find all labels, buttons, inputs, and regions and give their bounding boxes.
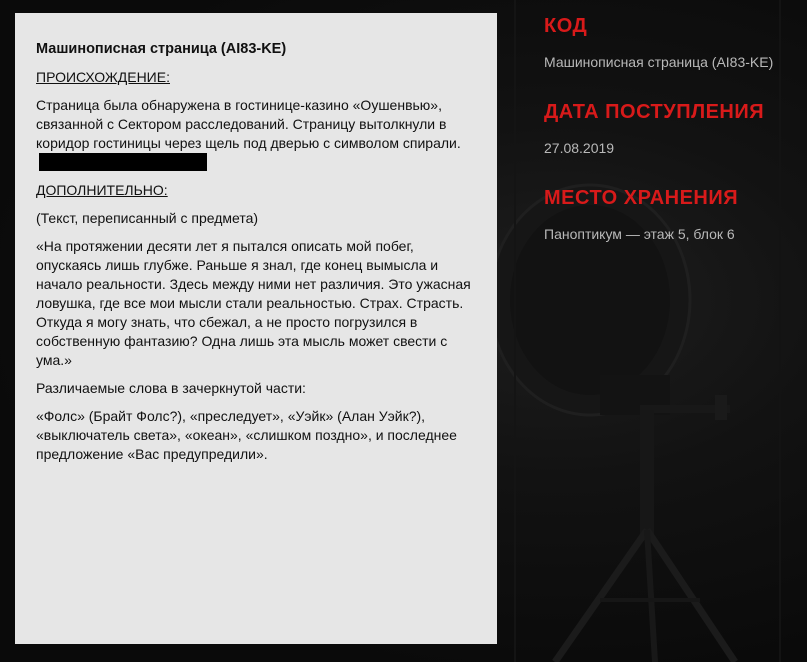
crossed-out-words: «Фолс» (Брайт Фолс?), «преследует», «Уэйк» (Алан Уэйк?), «выключатель света», «океан», «слишком поздно», и последнее предложение «Вас предупредили».	[36, 408, 457, 462]
metadata-panel	[544, 12, 794, 270]
date-label: ДАТА ПОСТУПЛЕНИЯ	[544, 101, 765, 123]
code-label: КОД	[544, 15, 588, 37]
origin-text: Страница была обнаружена в гостинице-казино «Оушенвью», связанной с Сектором расследований. Страницу вытолкнули в коридор гостиницы через щель под дверью с символом спирали.	[36, 97, 461, 151]
location-label: МЕСТО ХРАНЕНИЯ	[544, 187, 739, 209]
quote-paragraph: «На протяжении десяти лет я пытался описать мой побег, опускаясь лишь глубже. Раньше я знал, где конец вымысла и начало реальности. Здесь между ними нет различия. Это ужасная ловушка, где все мои мысли стали реальностью. Страх. Страсть. Откуда я могу знать, что сбежал, а не просто погрузился в собственную фантазию? Одна лишь эта мысль может свести с ума.»	[36, 238, 471, 368]
redaction-bar	[39, 153, 207, 171]
additional-heading: ДОПОЛНИТЕЛЬНО:	[36, 182, 168, 198]
document-title: Машинописная страница (AI83-KE)	[36, 41, 287, 57]
code-value: Машинописная страница (AI83-KE)	[544, 54, 774, 70]
document-card	[15, 13, 497, 644]
date-field	[544, 98, 794, 158]
location-value: Паноптикум — этаж 5, блок 6	[544, 226, 735, 242]
origin-heading: ПРОИСХОЖДЕНИЕ:	[36, 69, 170, 85]
date-value: 27.08.2019	[544, 140, 615, 156]
crossed-out-intro: Различаемые слова в зачеркнутой части:	[36, 380, 306, 396]
origin-paragraph	[36, 96, 477, 172]
code-field	[544, 12, 794, 72]
transcribed-note: (Текст, переписанный с предмета)	[36, 210, 259, 226]
location-field	[544, 184, 794, 244]
